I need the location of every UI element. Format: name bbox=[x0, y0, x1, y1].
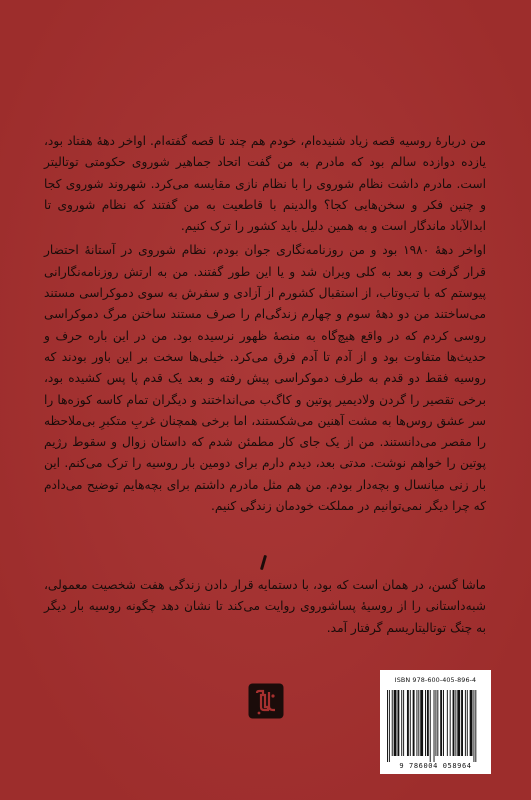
barcode-panel bbox=[380, 670, 491, 774]
barcode-bar bbox=[410, 690, 411, 756]
barcode-bar bbox=[394, 690, 397, 756]
blurb-paragraph: ماشا گسن، در همان است که بود، با دستمایه قرار دادن زندگی هفت شخصیت معمولی، شبه‌داستانی را از روسیهٔ پساشوروی روایت می‌کند تا نشان دهد چگونه روسیه بار دیگر به چنگ توتالیتاریسم گرفتار آمد. bbox=[44, 578, 486, 635]
barcode bbox=[386, 690, 485, 762]
excerpt-paragraph-1: من دربارهٔ روسیه قصه زیاد شنیده‌ام، خودم هم چند تا قصه گفته‌ام. اواخر دههٔ هفتاد بود، یازده دوازده سالم بود که مادرم به من گفت اتحاد جماهیر شوروی حکومتی توتالیتر است. مادرم داشت نظام شوروی را با نظام نازی مقایسه می‌کرد. شهروند شوروی کجا و چنین فکر و سخن‌هایی کجا؟ والدینم با قاطعیت به من گفتند که نظام شوروی تا ابدالآباد ماندگار است و به همین دلیل باید کشور را ترک کنیم. bbox=[44, 134, 486, 234]
barcode-bar bbox=[467, 690, 468, 756]
barcode-bar bbox=[413, 690, 415, 756]
barcode-bar bbox=[430, 690, 431, 762]
barcode-bar bbox=[403, 690, 404, 756]
barcode-bar bbox=[440, 690, 442, 756]
barcode-bar bbox=[443, 690, 444, 756]
barcode-bar bbox=[420, 690, 423, 756]
barcode-bar bbox=[470, 690, 473, 756]
excerpt-paragraph-2: اواخر دههٔ ۱۹۸۰ بود و من روزنامه‌نگاری جوان بودم، نظام شوروی در آستانهٔ احتضار قرار گرفت و بعد به کلی ویران شد و یا این طور گفتند. من به ارتش روزنامه‌نگارانی پیوستم که با تب‌وتاب، از استقبال کشورم از آزادی و سفرش به سوی دموکراسی مستند می‌ساختند من دو دههٔ سوم و چهارم زندگی‌ام را صرف مستند ساختن مرگ دموکراسی روسی کردم که در واقع هیچ‌گاه به منصهٔ ظهور نرسیده بود. من در این باره حرف و حدیث‌ها متفاوت بود و از آدم تا آدم فرق می‌کرد. خیلی‌ها سخت بر این باور بودند که روسیه فقط دو قدم به طرف دموکراسی پیش رفته و بعد یک قدم پا پس کشیده بود، برخی تقصیر را گردن ولادیمیر پوتین و کاگ‌ب می‌انداختند و دیگران تمام کاسه کوزه‌ها را سر عشق روس‌ها به مشت آهنین می‌شکستند، اما برخی همچنان غربِ متکبرِ بی‌ملاحظه را مقصر می‌دانستند. من از یک جای کار مطمئن شدم که داستان زوال و سقوط رژیم پوتین را خواهم نوشت. مدتی بعد، دیدم دارم برای دومین بار روسیه را ترک می‌کنم. این بار زنی میانسال و بچه‌دار بودم. من هم مثل مادرم داشتم برای بچه‌هایم توضیح می‌دادم که چرا دیگر نمی‌توانیم در مملکت خودمان زندگی کنیم. bbox=[44, 243, 486, 514]
barcode-digits: 9 786004 058964 bbox=[399, 762, 472, 770]
publisher-logo-icon bbox=[248, 683, 284, 719]
barcode-bar bbox=[434, 690, 435, 762]
barcode-bar bbox=[453, 690, 455, 756]
barcode-bar bbox=[475, 690, 476, 762]
barcode-bar bbox=[401, 690, 402, 756]
barcode-bar bbox=[465, 690, 466, 756]
barcode-bar bbox=[473, 690, 474, 762]
barcode-bar bbox=[435, 690, 436, 756]
barcode-bar bbox=[455, 690, 456, 756]
barcode-bar bbox=[437, 690, 438, 756]
barcode-bar bbox=[418, 690, 419, 756]
isbn-label: ISBN 978-600-405-896-4 bbox=[394, 676, 477, 684]
excerpt-text bbox=[44, 131, 486, 517]
barcode-bar bbox=[397, 690, 399, 756]
barcode-bar bbox=[392, 690, 393, 756]
barcode-bar bbox=[450, 690, 451, 756]
barcode-bar bbox=[416, 690, 417, 756]
barcode-bar bbox=[389, 690, 390, 762]
barcode-bar bbox=[447, 690, 448, 756]
barcode-bar bbox=[387, 690, 388, 762]
book-blurb bbox=[44, 575, 486, 639]
barcode-bar bbox=[425, 690, 426, 756]
barcode-bar bbox=[407, 690, 409, 756]
barcode-bar bbox=[427, 690, 429, 756]
barcode-bar bbox=[461, 690, 463, 756]
barcode-bar bbox=[457, 690, 460, 756]
